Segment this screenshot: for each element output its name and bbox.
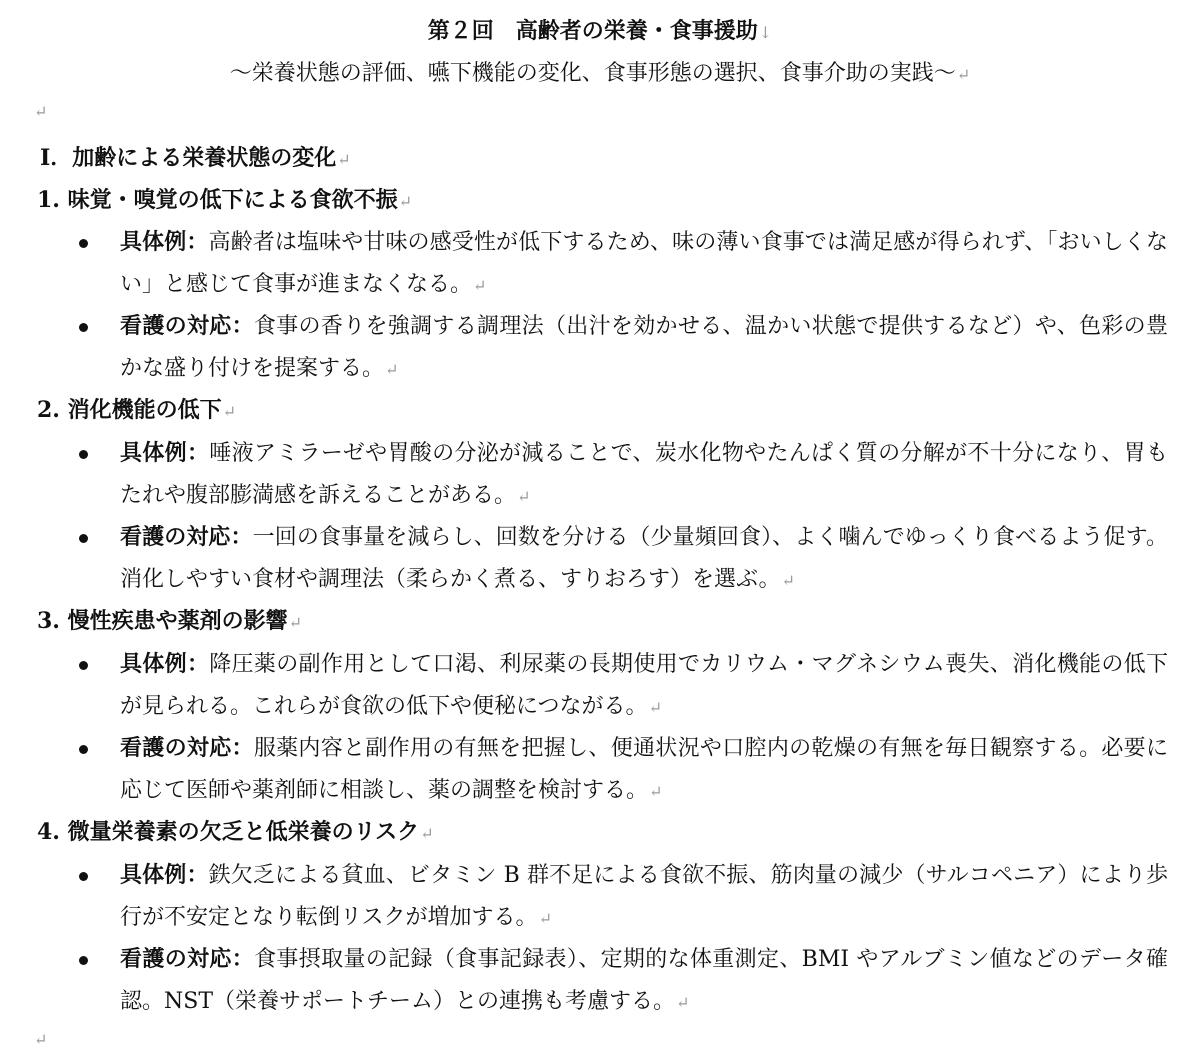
bullet-care-3 — [120, 727, 1168, 813]
example-label: 具体例： — [120, 862, 209, 888]
paragraph-mark: ↵ — [649, 782, 663, 801]
care-text: 食事の香りを強調する調理法（出汁を効かせる、温かい状態で提供するなど）や、色彩の豊かな盛り付けを提案する。 — [120, 314, 1168, 381]
section-heading — [40, 141, 351, 177]
item-heading-text: 3. 慢性疾患や薬剤の影響 — [37, 608, 288, 634]
paragraph-mark: ↵ — [385, 360, 399, 379]
bullet-dot — [79, 534, 88, 543]
paragraph-mark: ↵ — [34, 102, 48, 121]
example-text: 高齢者は塩味や甘味の感受性が低下するため、味の薄い食事では満足感が得られず、「おいしくない」と感じて食事が進まなくなる。 — [120, 230, 1168, 297]
subtitle-text: 〜栄養状態の評価、嚥下機能の変化、食事形態の選択、食事介助の実践〜 — [229, 61, 956, 86]
care-label: 看護の対応： — [120, 735, 254, 761]
paragraph-mark: ↵ — [473, 276, 487, 295]
bullet-care-4 — [120, 938, 1168, 1024]
paragraph-mark: ↵ — [538, 909, 552, 928]
paragraph-mark: ↵ — [337, 150, 351, 169]
paragraph-mark: ↵ — [517, 487, 531, 506]
item-heading-text: 4. 微量栄養素の欠乏と低栄養のリスク — [37, 819, 420, 845]
care-label: 看護の対応： — [120, 946, 255, 972]
paragraph-mark: ↵ — [781, 571, 795, 590]
bullet-dot — [79, 956, 88, 965]
paragraph-mark: ↵ — [288, 613, 303, 632]
item-heading-text: 2. 消化機能の低下 — [37, 397, 222, 423]
example-label: 具体例： — [120, 651, 210, 677]
bullet-example-1 — [120, 221, 1168, 307]
care-text: 食事摂取量の記録（食事記録表）、定期的な体重測定、BMI やアルブミン値などのデータ確認。NST（栄養サポートチーム）との連携も考慮する。 — [120, 947, 1168, 1014]
bullet-care-2 — [120, 516, 1168, 602]
bullet-dot — [79, 661, 88, 670]
document-title — [0, 14, 1200, 50]
item-heading-4 — [37, 815, 434, 851]
care-label: 看護の対応： — [120, 524, 253, 550]
care-text: 一回の食事量を減らし、回数を分ける（少量頻回食）、よく噛んでゆっくり食べるよう促す。消化しやすい食材や調理法（柔らかく煮る、すりおろす）を選ぶ。 — [120, 525, 1168, 592]
bullet-example-4 — [120, 854, 1168, 940]
item-heading-2 — [37, 393, 236, 429]
bullet-dot — [79, 872, 88, 881]
example-text: 鉄欠乏による貧血、ビタミン B 群不足による食欲不振、筋肉量の減少（サルコペニア）により歩行が不安定となり転倒リスクが増加する。 — [120, 863, 1168, 930]
example-text: 降圧薬の副作用として口渇、利尿薬の長期使用でカリウム・マグネシウム喪失、消化機能の低下が見られる。これらが食欲の低下や便秘につながる。 — [120, 652, 1168, 719]
paragraph-mark: ↵ — [222, 402, 237, 421]
paragraph-mark: ↵ — [34, 1030, 48, 1049]
bullet-dot — [79, 745, 88, 754]
example-text: 唾液アミラーゼや胃酸の分泌が減ることで、炭水化物やたんぱく質の分解が不十分になり、胃もたれや腹部膨満感を訴えることがある。 — [120, 441, 1168, 508]
paragraph-mark: ↵ — [420, 824, 434, 843]
section-heading-text: Ⅰ．加齢による栄養状態の変化 — [40, 145, 337, 171]
paragraph-mark: ↵ — [956, 65, 971, 84]
empty-paragraph — [34, 102, 47, 121]
document-subtitle — [0, 57, 1200, 92]
bullet-dot — [79, 239, 88, 248]
empty-paragraph — [34, 1030, 47, 1049]
item-heading-3 — [37, 604, 302, 640]
paragraph-mark: ↵ — [676, 993, 690, 1012]
example-label: 具体例： — [120, 229, 209, 255]
example-label: 具体例： — [120, 440, 210, 466]
title-text: 第２回 高齢者の栄養・食事援助 — [427, 18, 758, 44]
bullet-dot — [79, 450, 88, 459]
paragraph-mark: ↵ — [398, 192, 413, 211]
paragraph-mark: ↵ — [648, 698, 662, 717]
bullet-care-1 — [120, 305, 1168, 391]
bullet-dot — [79, 323, 88, 332]
care-label: 看護の対応： — [120, 313, 254, 339]
bullet-example-3 — [120, 643, 1168, 729]
item-heading-text: 1. 味覚・嗅覚の低下による食欲不振 — [37, 187, 398, 213]
item-heading-1 — [37, 183, 412, 219]
bullet-example-2 — [120, 432, 1168, 518]
line-break-mark: ↓ — [758, 23, 773, 42]
care-text: 服薬内容と副作用の有無を把握し、便通状況や口腔内の乾燥の有無を毎日観察する。必要に応じて医師や薬剤師に相談し、薬の調整を検討する。 — [120, 736, 1168, 803]
